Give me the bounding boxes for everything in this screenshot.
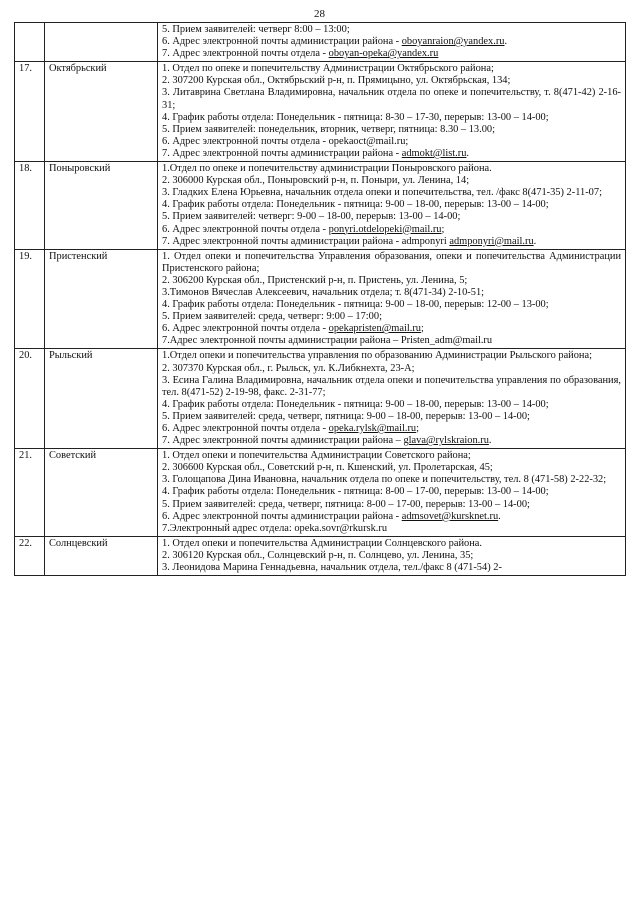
table-row [15, 536, 626, 575]
info-line [162, 511, 621, 523]
page-number: 28 [314, 8, 325, 20]
info-line [162, 350, 621, 362]
email-link[interactable]: oboyan-opeka@yandex.ru [328, 48, 439, 60]
info-text: 2. 306000 Курская обл., Поныровский р-н, п. Поныри, ул. Ленина, 14; [162, 175, 470, 187]
info-text: 5. Прием заявителей: четверг: 9-00 – 18-00, перерыв: 13-00 – 14-00; [162, 211, 461, 223]
info-text: ; [441, 223, 445, 235]
info-line [162, 24, 621, 36]
info-line [162, 486, 621, 498]
row-number: 22. [15, 536, 45, 575]
info-text: 6. Адрес электронной почты администрации района - [162, 36, 402, 48]
email-link[interactable]: glava@rylskraion.ru [403, 435, 489, 447]
info-text: 2. 307200 Курская обл., Октябрьский р-н, п. Прямицыно, ул. Октябрьская, 134; [162, 75, 511, 87]
email-link[interactable]: ponyri.otdelopeki@mail.ru [328, 223, 442, 235]
table-body [15, 23, 626, 576]
info-line [162, 124, 621, 136]
row-number: 21. [15, 449, 45, 537]
info-line [162, 375, 621, 399]
info-text: . [533, 235, 537, 247]
info-text: 6. Адрес электронной почты отдела - opekaoct@mail.ru; [162, 135, 409, 147]
info-text: 4. График работы отдела: Понедельник - пятница: 9-00 – 18-00, перерыв: 13-00 – 14-00; [162, 199, 549, 211]
row-number: 20. [15, 349, 45, 449]
info-line [162, 538, 621, 550]
table-row [15, 349, 626, 449]
row-number [15, 23, 45, 62]
table-row [15, 249, 626, 349]
department-info [158, 349, 626, 449]
info-text: ; [421, 323, 424, 335]
guardianship-departments-table [14, 22, 626, 576]
info-text: 7. Адрес электронной почты администрации района - admponyri [162, 235, 450, 247]
info-text: 1. Отдел опеки и попечительства Управления образования, опеки и попечительства Администрации Пристенского района; [162, 250, 621, 274]
district-name: Поныровский [45, 162, 158, 250]
info-text: 7.Адрес электронной почты администрации района – Pristen_adm@mail.ru [162, 335, 493, 347]
info-line [162, 275, 621, 287]
info-text: 4. График работы отдела: Понедельник - пятница: 8-00 – 17-00, перерыв: 13-00 – 14-00; [162, 486, 549, 498]
email-link[interactable]: admokt@list.ru [401, 147, 467, 159]
info-line [162, 423, 621, 435]
info-line [162, 148, 621, 160]
department-info [158, 162, 626, 250]
district-name: Пристенский [45, 249, 158, 349]
department-info [158, 249, 626, 349]
info-line [162, 36, 621, 48]
info-text: 3. Голощапова Дина Ивановна, начальник отдела по опеке и попечительству, тел. 8 (471-58) 2-22-32; [162, 474, 607, 486]
table-row [15, 449, 626, 537]
department-info [158, 536, 626, 575]
info-line [162, 75, 621, 87]
info-line [162, 562, 621, 574]
info-text: 2. 306200 Курская обл., Пристенский р-н, п. Пристень, ул. Ленина, 5; [162, 274, 468, 286]
info-line [162, 335, 621, 347]
info-line [162, 112, 621, 124]
info-line [162, 175, 621, 187]
info-text: 7. Адрес электронной почты администрации района - [162, 147, 402, 159]
info-line [162, 287, 621, 299]
info-text: 6. Адрес электронной почты отдела - [162, 223, 329, 235]
info-line [162, 236, 621, 248]
department-info [158, 62, 626, 162]
info-text: 5. Прием заявителей: четверг 8:00 – 13:00; [162, 24, 350, 35]
email-link[interactable]: opekapristen@mail.ru [328, 323, 422, 335]
info-text: ; [416, 423, 419, 434]
email-link[interactable]: oboyanraion@yandex.ru [401, 36, 505, 48]
info-text: 3. Есина Галина Владимировна, начальник отдела опеки и попечительства управления по образования, тел. 8(471-52) 2-19-98, факс. 2-31-77; [162, 374, 621, 398]
email-link[interactable]: admponyri@mail.ru [449, 235, 534, 247]
email-link[interactable]: admsovet@kursknet.ru [401, 510, 499, 522]
row-number: 17. [15, 62, 45, 162]
info-text: 3. Леонидова Марина Геннадьевна, начальник отдела, тел./факс 8 (471-54) 2- [162, 562, 502, 574]
info-text: 1. Отдел по опеке и попечительству Администрации Октябрьского района; [162, 63, 494, 75]
info-text: 6. Адрес электронной почты отдела - [162, 423, 329, 434]
district-name: Рыльский [45, 349, 158, 449]
info-text: 3.Тимонов Вячеслав Алексеевич, начальник отдела; т. 8(471-34) 2-10-51; [162, 286, 485, 298]
info-text: . [504, 36, 508, 48]
info-text: . [488, 435, 492, 447]
info-text: 5. Прием заявителей: среда, четверг: 9:00 – 17:00; [162, 311, 382, 323]
info-line [162, 523, 621, 535]
info-line [162, 411, 621, 423]
info-line [162, 187, 621, 199]
info-text: 4. График работы отдела: Понедельник - пятница: 8-30 – 17-30, перерыв: 13-00 – 14-00; [162, 111, 549, 123]
info-line [162, 136, 621, 148]
email-link[interactable]: opeka.rylsk@mail.ru [328, 423, 417, 434]
info-line [162, 163, 621, 175]
info-line [162, 224, 621, 236]
info-line [162, 450, 621, 462]
info-text: 2. 306120 Курская обл., Солнцевский р-н, п. Солнцево, ул. Ленина, 35; [162, 549, 474, 561]
info-text: 5. Прием заявителей: среда, четверг, пятница: 9-00 – 18-00, перерыв: 13-00 – 14-00; [162, 410, 530, 422]
info-text: 1.Отдел опеки и попечительства управления по образованию Администрации Рыльского района; [162, 350, 592, 362]
info-line [162, 499, 621, 511]
info-text: 1.Отдел по опеке и попечительству администрации Поныровского района. [162, 163, 492, 175]
info-line [162, 311, 621, 323]
info-text: 5. Прием заявителей: среда, четверг, пятница: 8-00 – 17-00, перерыв: 13-00 – 14-00; [162, 498, 530, 510]
info-line [162, 474, 621, 486]
row-number: 19. [15, 249, 45, 349]
info-text: . [498, 510, 501, 522]
district-name: Октябрьский [45, 62, 158, 162]
info-line [162, 323, 621, 335]
info-text: 6. Адрес электронной почты отдела - [162, 323, 329, 335]
info-line [162, 199, 621, 211]
info-line [162, 299, 621, 311]
info-text: 7.Электронный адрес отдела: opeka.sovr@rkursk.ru [162, 522, 388, 534]
info-text: 5. Прием заявителей: понедельник, вторник, четверг, пятница: 8.30 – 13.00; [162, 123, 495, 135]
info-text: 3. Гладких Елена Юрьевна, начальник отдела опеки и попечительства, тел. /факс 8(471-35) 2-11-07; [162, 187, 602, 199]
info-text: 3. Литаврина Светлана Владимировна, начальник отдела по опеке и попечительству, т. 8(471-42) 2-16-31; [162, 87, 621, 111]
district-name: Солнцевский [45, 536, 158, 575]
info-line [162, 550, 621, 562]
info-text: 1. Отдел опеки и попечительства Администрации Советского района; [162, 450, 471, 462]
info-line [162, 48, 621, 60]
department-info [158, 23, 626, 62]
info-text: 6. Адрес электронной почты администрации района - [162, 510, 402, 522]
info-line [162, 462, 621, 474]
info-text: 2. 306600 Курская обл., Советский р-н, п. Кшенский, ул. Пролетарская, 45; [162, 462, 493, 474]
table-row [15, 162, 626, 250]
info-line [162, 435, 621, 447]
info-line [162, 399, 621, 411]
district-name: Советский [45, 449, 158, 537]
table-row [15, 23, 626, 62]
info-line [162, 87, 621, 111]
info-line [162, 363, 621, 375]
department-info [158, 449, 626, 537]
info-text: 2. 307370 Курская обл., г. Рыльск, ул. К.Либкнехта, 23-А; [162, 362, 415, 374]
info-line [162, 211, 621, 223]
info-line [162, 63, 621, 75]
row-number: 18. [15, 162, 45, 250]
info-text: 7. Адрес электронной почты отдела - [162, 48, 329, 60]
district-name [45, 23, 158, 62]
info-text: . [466, 147, 470, 159]
info-text: 7. Адрес электронной почты администрации района – [162, 435, 404, 447]
info-text: 4. График работы отдела: Понедельник - пятница: 9-00 – 18-00, перерыв: 12-00 – 13-00; [162, 299, 549, 311]
table-row [15, 62, 626, 162]
info-text: 1. Отдел опеки и попечительства Администрации Солнцевского района. [162, 537, 482, 549]
info-text: 4. График работы отдела: Понедельник - пятница: 9-00 – 18-00, перерыв: 13-00 – 14-00; [162, 398, 549, 410]
info-line [162, 251, 621, 275]
